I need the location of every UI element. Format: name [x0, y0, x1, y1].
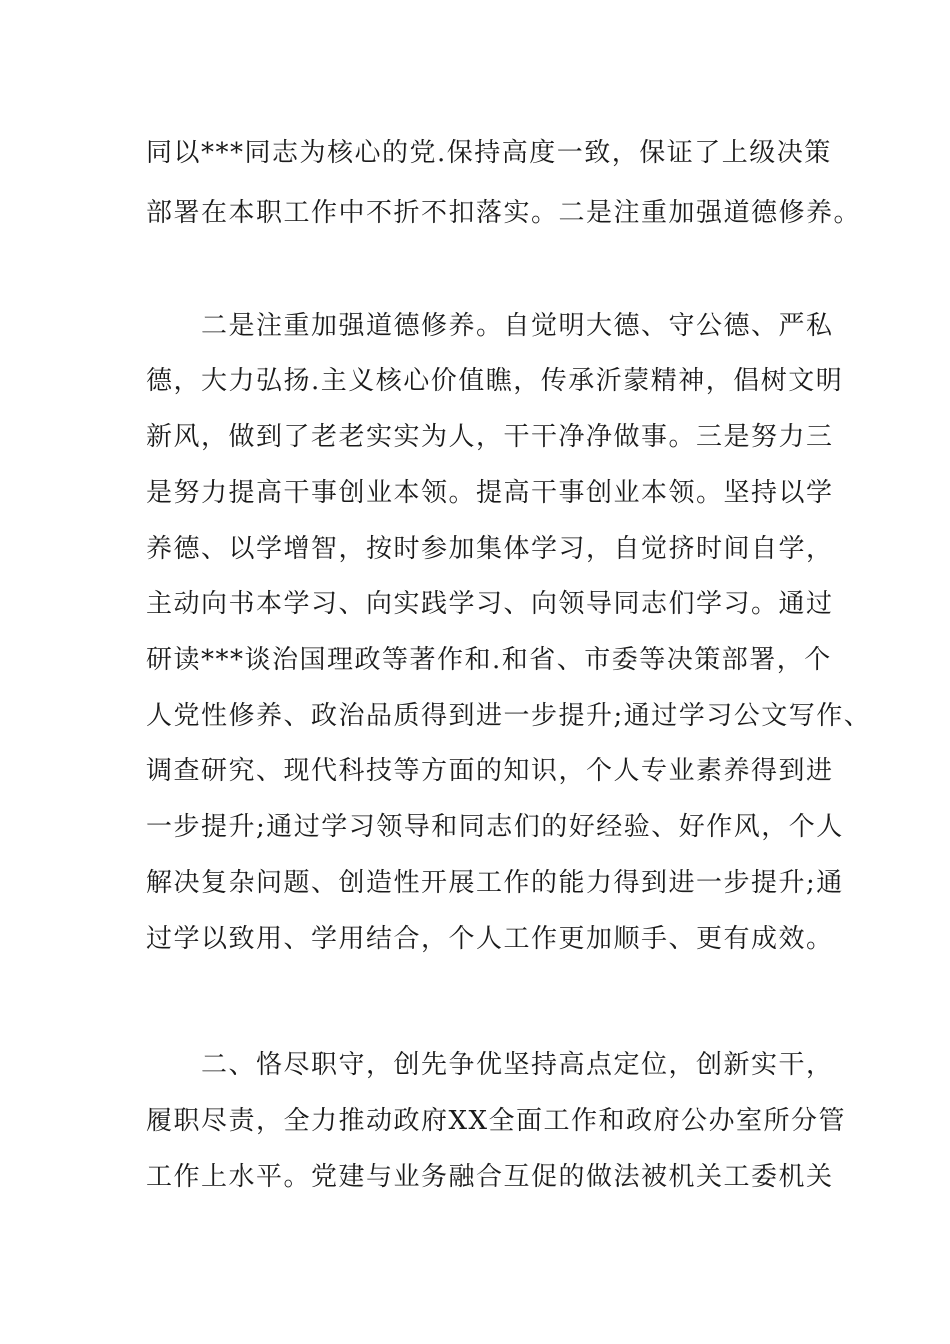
paragraph-2-line-2: 德，大力弘扬.主义核心价值瞧，传承沂蒙精神，倡树文明 [146, 366, 844, 396]
paragraph-2-line-6: 主动向书本学习、向实践学习、向领导同志们学习。通过 [146, 589, 834, 619]
paragraph-2-line-5: 养德、以学增智，按时参加集体学习，自觉挤时间自学， [146, 534, 834, 564]
paragraph-2-line-7: 研读***谈治国理政等著作和.和省、市委等决策部署，个 [146, 645, 832, 675]
paragraph-2-line-9: 调查研究、现代科技等方面的知识，个人专业素养得到进 [146, 756, 834, 786]
paragraph-2-line-4: 是努力提高干事创业本领。提高干事创业本领。坚持以学 [146, 478, 834, 508]
paragraph-3-line-1: 二、恪尽职守，创先争优坚持高点定位，创新实干， [146, 1050, 834, 1080]
paragraph-3-line-3: 工作上水平。党建与业务融合互促的做法被机关工委机关 [146, 1162, 834, 1192]
paragraph-1-line-1: 同以***同志为核心的党.保持高度一致，保证了上级决策 [146, 138, 832, 168]
paragraph-1-line-2: 部署在本职工作中不折不扣落实。二是注重加强道德修养。 [146, 198, 862, 228]
paragraph-2-line-3: 新风，做到了老老实实为人，干干净净做事。三是努力三 [146, 422, 834, 452]
paragraph-2-line-8: 人党性修养、政治品质得到进一步提升;通过学习公文写作、 [146, 701, 872, 731]
paragraph-2-line-10: 一步提升;通过学习领导和同志们的好经验、好作风，个人 [146, 812, 844, 842]
paragraph-2-line-11: 解决复杂问题、创造性开展工作的能力得到进一步提升;通 [146, 868, 844, 898]
paragraph-2-line-1: 二是注重加强道德修养。自觉明大德、守公德、严私 [146, 311, 834, 341]
paragraph-3-line-2: 履职尽责，全力推动政府XX全面工作和政府公办室所分管 [146, 1106, 847, 1136]
paragraph-2-line-12: 过学以致用、学用结合，个人工作更加顺手、更有成效。 [146, 924, 834, 954]
